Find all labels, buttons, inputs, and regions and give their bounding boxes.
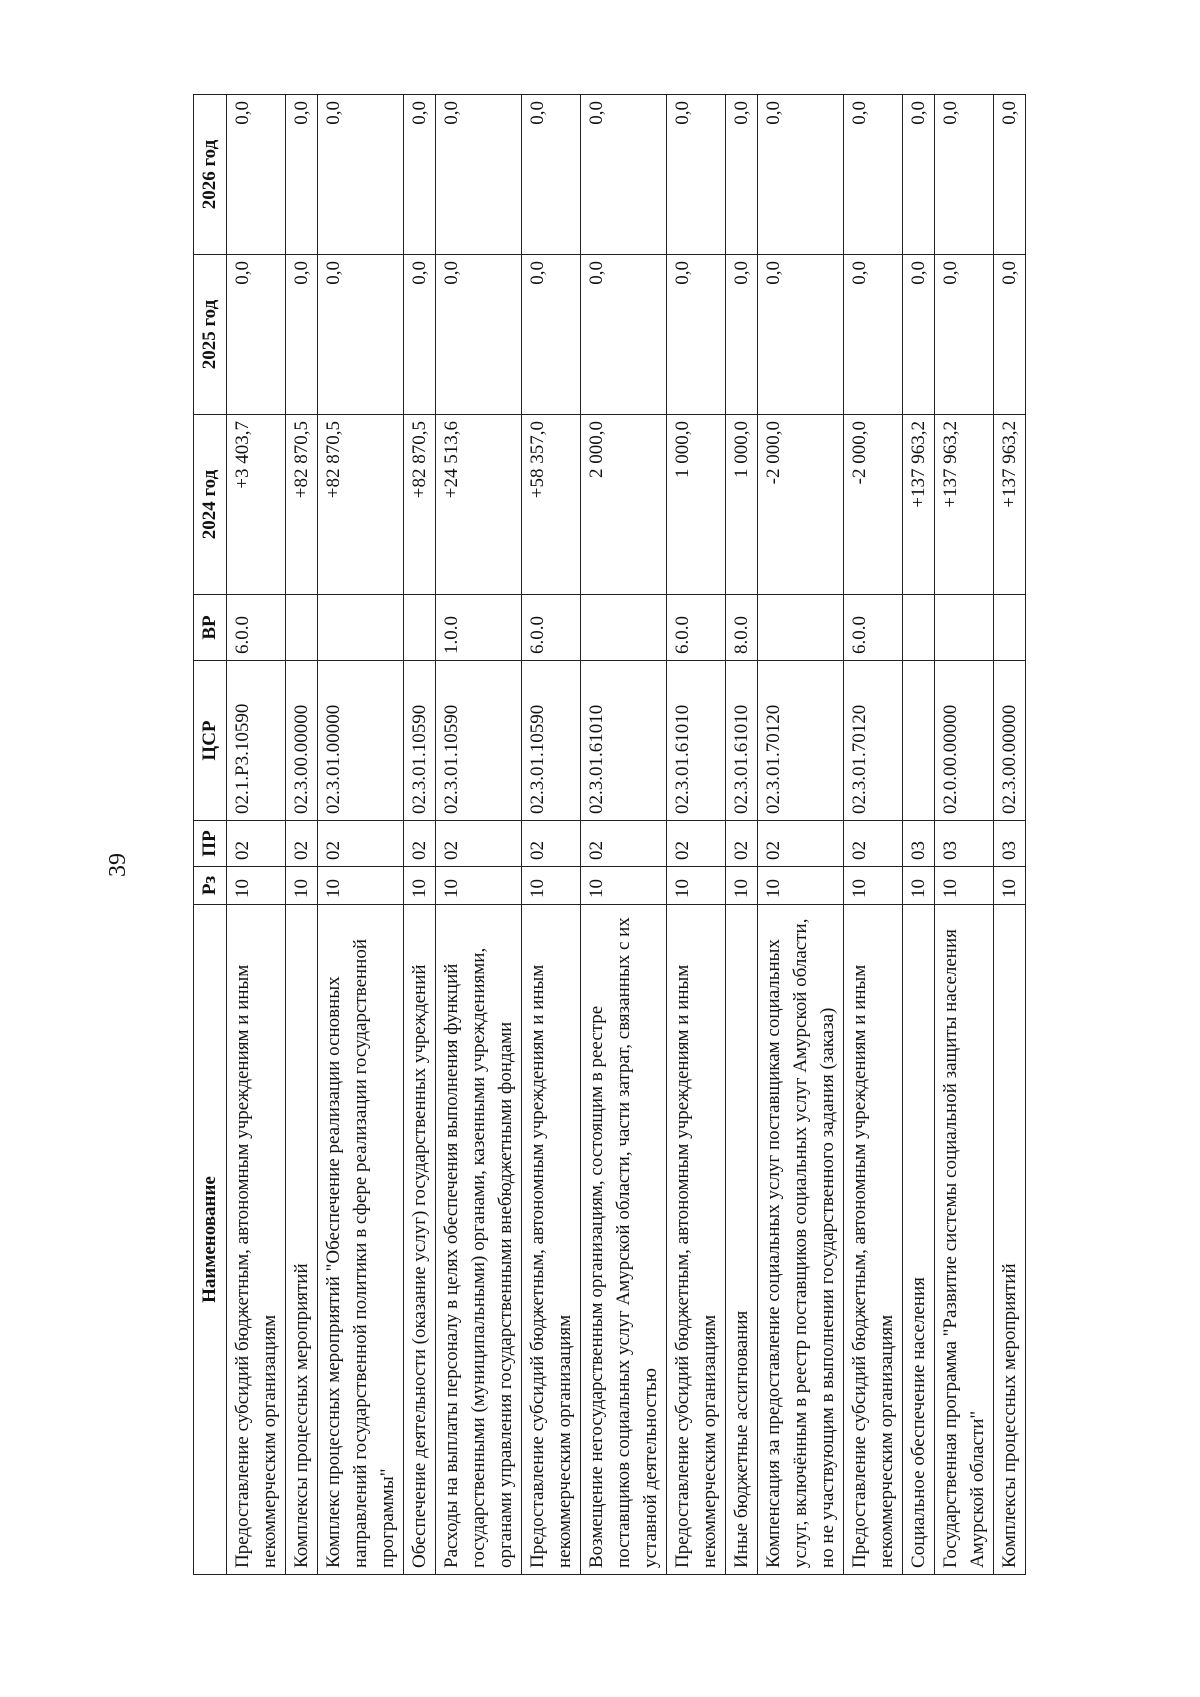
cell-rz: 10: [286, 867, 318, 905]
cell-pr: 02: [581, 821, 667, 867]
cell-vr: 6.0.0: [667, 595, 726, 661]
cell-vr: [404, 595, 436, 661]
cell-vr: [286, 595, 318, 661]
table-row: [903, 95, 935, 1575]
cell-vr: [758, 595, 844, 661]
cell-name: Предоставление субсидий бюджетным, автономным учреждениям и иным некоммерческим организациям: [667, 905, 726, 1575]
cell-pr: 02: [844, 821, 903, 867]
header-row: [194, 95, 227, 1575]
cell-csr: 02.3.01.00000: [318, 661, 404, 821]
header-pr: ПР: [194, 821, 227, 867]
cell-2025: 0,0: [436, 255, 522, 415]
cell-2025: 0,0: [286, 255, 318, 415]
cell-name: Компенсация за предоставление социальных услуг поставщикам социальных услуг, включённым в реестр поставщиков социальных услуг Амурской области, но не участвующим в выполнении государственного задания (заказа): [758, 905, 844, 1575]
cell-vr: [318, 595, 404, 661]
cell-rz: 10: [726, 867, 758, 905]
cell-rz: 10: [667, 867, 726, 905]
cell-2025: 0,0: [404, 255, 436, 415]
cell-rz: 10: [758, 867, 844, 905]
header-csr: ЦСР: [194, 661, 227, 821]
cell-name: Комплексы процессных мероприятий: [286, 905, 318, 1575]
cell-2024: +3 403,7: [227, 415, 286, 595]
table-body: [227, 95, 1026, 1575]
cell-2024: 1 000,0: [726, 415, 758, 595]
cell-csr: 02.3.00.00000: [286, 661, 318, 821]
cell-2026: 0,0: [522, 95, 581, 255]
cell-pr: 02: [318, 821, 404, 867]
cell-2025: 0,0: [667, 255, 726, 415]
cell-name: Предоставление субсидий бюджетным, автономным учреждениям и иным некоммерческим организациям: [227, 905, 286, 1575]
cell-2026: 0,0: [286, 95, 318, 255]
cell-rz: 10: [935, 867, 994, 905]
table-header: [194, 95, 227, 1575]
cell-csr: 02.3.01.10590: [436, 661, 522, 821]
header-rz: Рз: [194, 867, 227, 905]
cell-name: Государственная программа "Развитие системы социальной защиты населения Амурской области": [935, 905, 994, 1575]
header-2025: 2025 год: [194, 255, 227, 415]
cell-rz: 10: [436, 867, 522, 905]
cell-vr: [994, 595, 1026, 661]
cell-2024: +82 870,5: [404, 415, 436, 595]
table-row: [318, 95, 404, 1575]
cell-csr: 02.3.01.70120: [758, 661, 844, 821]
cell-2025: 0,0: [227, 255, 286, 415]
table-row: [758, 95, 844, 1575]
cell-rz: 10: [994, 867, 1026, 905]
cell-2026: 0,0: [318, 95, 404, 255]
cell-pr: 02: [667, 821, 726, 867]
cell-vr: 8.0.0: [726, 595, 758, 661]
cell-2025: 0,0: [994, 255, 1026, 415]
cell-pr: 02: [758, 821, 844, 867]
cell-name: Предоставление субсидий бюджетным, автономным учреждениям и иным некоммерческим организациям: [522, 905, 581, 1575]
cell-csr: [903, 661, 935, 821]
table-row: [667, 95, 726, 1575]
cell-csr: 02.3.00.00000: [994, 661, 1026, 821]
cell-vr: [903, 595, 935, 661]
table-row: [844, 95, 903, 1575]
cell-2025: 0,0: [318, 255, 404, 415]
table-row: [522, 95, 581, 1575]
cell-2026: 0,0: [726, 95, 758, 255]
cell-vr: 1.0.0: [436, 595, 522, 661]
cell-2026: 0,0: [581, 95, 667, 255]
cell-csr: 02.3.01.10590: [522, 661, 581, 821]
rotated-page-content: [193, 95, 1093, 1575]
cell-2024: +137 963,2: [935, 415, 994, 595]
table-row: [726, 95, 758, 1575]
cell-csr: 02.0.00.00000: [935, 661, 994, 821]
table-row: [227, 95, 286, 1575]
cell-name: Предоставление субсидий бюджетным, автономным учреждениям и иным некоммерческим организациям: [844, 905, 903, 1575]
cell-rz: 10: [318, 867, 404, 905]
cell-pr: 02: [436, 821, 522, 867]
cell-2025: 0,0: [581, 255, 667, 415]
cell-2025: 0,0: [903, 255, 935, 415]
cell-name: Комплекс процессных мероприятий "Обеспечение реализации основных направлений государственной политики в сфере реализации государственной программы": [318, 905, 404, 1575]
cell-vr: 6.0.0: [227, 595, 286, 661]
cell-2024: +137 963,2: [994, 415, 1026, 595]
table-row: [436, 95, 522, 1575]
cell-rz: 10: [227, 867, 286, 905]
cell-pr: 03: [994, 821, 1026, 867]
cell-vr: [935, 595, 994, 661]
cell-2024: -2 000,0: [844, 415, 903, 595]
cell-name: Комплексы процессных мероприятий: [994, 905, 1026, 1575]
table-row: [404, 95, 436, 1575]
cell-rz: 10: [844, 867, 903, 905]
cell-pr: 02: [404, 821, 436, 867]
cell-vr: 6.0.0: [844, 595, 903, 661]
cell-2024: +82 870,5: [318, 415, 404, 595]
cell-name: Иные бюджетные ассигнования: [726, 905, 758, 1575]
table-row: [581, 95, 667, 1575]
cell-2026: 0,0: [227, 95, 286, 255]
header-2024: 2024 год: [194, 415, 227, 595]
cell-csr: 02.3.01.61010: [667, 661, 726, 821]
cell-2024: +24 513,6: [436, 415, 522, 595]
table-row: [994, 95, 1026, 1575]
cell-csr: 02.3.01.70120: [844, 661, 903, 821]
cell-csr: 02.3.01.10590: [404, 661, 436, 821]
cell-name: Возмещение негосударственным организациям, состоящим в реестре поставщиков социальных услуг Амурской области, части затрат, связанных с их уставной деятельностью: [581, 905, 667, 1575]
cell-csr: 02.3.01.61010: [726, 661, 758, 821]
cell-2026: 0,0: [758, 95, 844, 255]
cell-2024: 1 000,0: [667, 415, 726, 595]
cell-pr: 02: [227, 821, 286, 867]
cell-2026: 0,0: [903, 95, 935, 255]
cell-2025: 0,0: [935, 255, 994, 415]
cell-pr: 02: [522, 821, 581, 867]
cell-rz: 10: [581, 867, 667, 905]
cell-2025: 0,0: [758, 255, 844, 415]
cell-rz: 10: [404, 867, 436, 905]
cell-name: Социальное обеспечение населения: [903, 905, 935, 1575]
cell-name: Расходы на выплаты персоналу в целях обеспечения выполнения функций государственными (муниципальными) органами, казенными учреждениями, органами управления государственными внебюджетными фондами: [436, 905, 522, 1575]
cell-2026: 0,0: [667, 95, 726, 255]
cell-2026: 0,0: [935, 95, 994, 255]
header-name: Наименование: [194, 905, 227, 1575]
cell-vr: 6.0.0: [522, 595, 581, 661]
cell-2024: +137 963,2: [903, 415, 935, 595]
cell-2024: +82 870,5: [286, 415, 318, 595]
header-vr: ВР: [194, 595, 227, 661]
cell-2026: 0,0: [404, 95, 436, 255]
cell-rz: 10: [522, 867, 581, 905]
cell-2024: -2 000,0: [758, 415, 844, 595]
page-number: 39: [105, 853, 131, 877]
cell-pr: 03: [903, 821, 935, 867]
cell-name: Обеспечение деятельности (оказание услуг) государственных учреждений: [404, 905, 436, 1575]
cell-csr: 02.3.01.61010: [581, 661, 667, 821]
table-row: [935, 95, 994, 1575]
cell-2024: 2 000,0: [581, 415, 667, 595]
cell-vr: [581, 595, 667, 661]
cell-2025: 0,0: [522, 255, 581, 415]
cell-2025: 0,0: [844, 255, 903, 415]
cell-2025: 0,0: [726, 255, 758, 415]
cell-pr: 02: [286, 821, 318, 867]
header-2026: 2026 год: [194, 95, 227, 255]
table-row: [286, 95, 318, 1575]
cell-2024: +58 357,0: [522, 415, 581, 595]
budget-table: [193, 94, 1026, 1575]
cell-rz: 10: [903, 867, 935, 905]
cell-2026: 0,0: [436, 95, 522, 255]
cell-csr: 02.1.Р3.10590: [227, 661, 286, 821]
cell-pr: 03: [935, 821, 994, 867]
cell-2026: 0,0: [994, 95, 1026, 255]
cell-pr: 02: [726, 821, 758, 867]
cell-2026: 0,0: [844, 95, 903, 255]
